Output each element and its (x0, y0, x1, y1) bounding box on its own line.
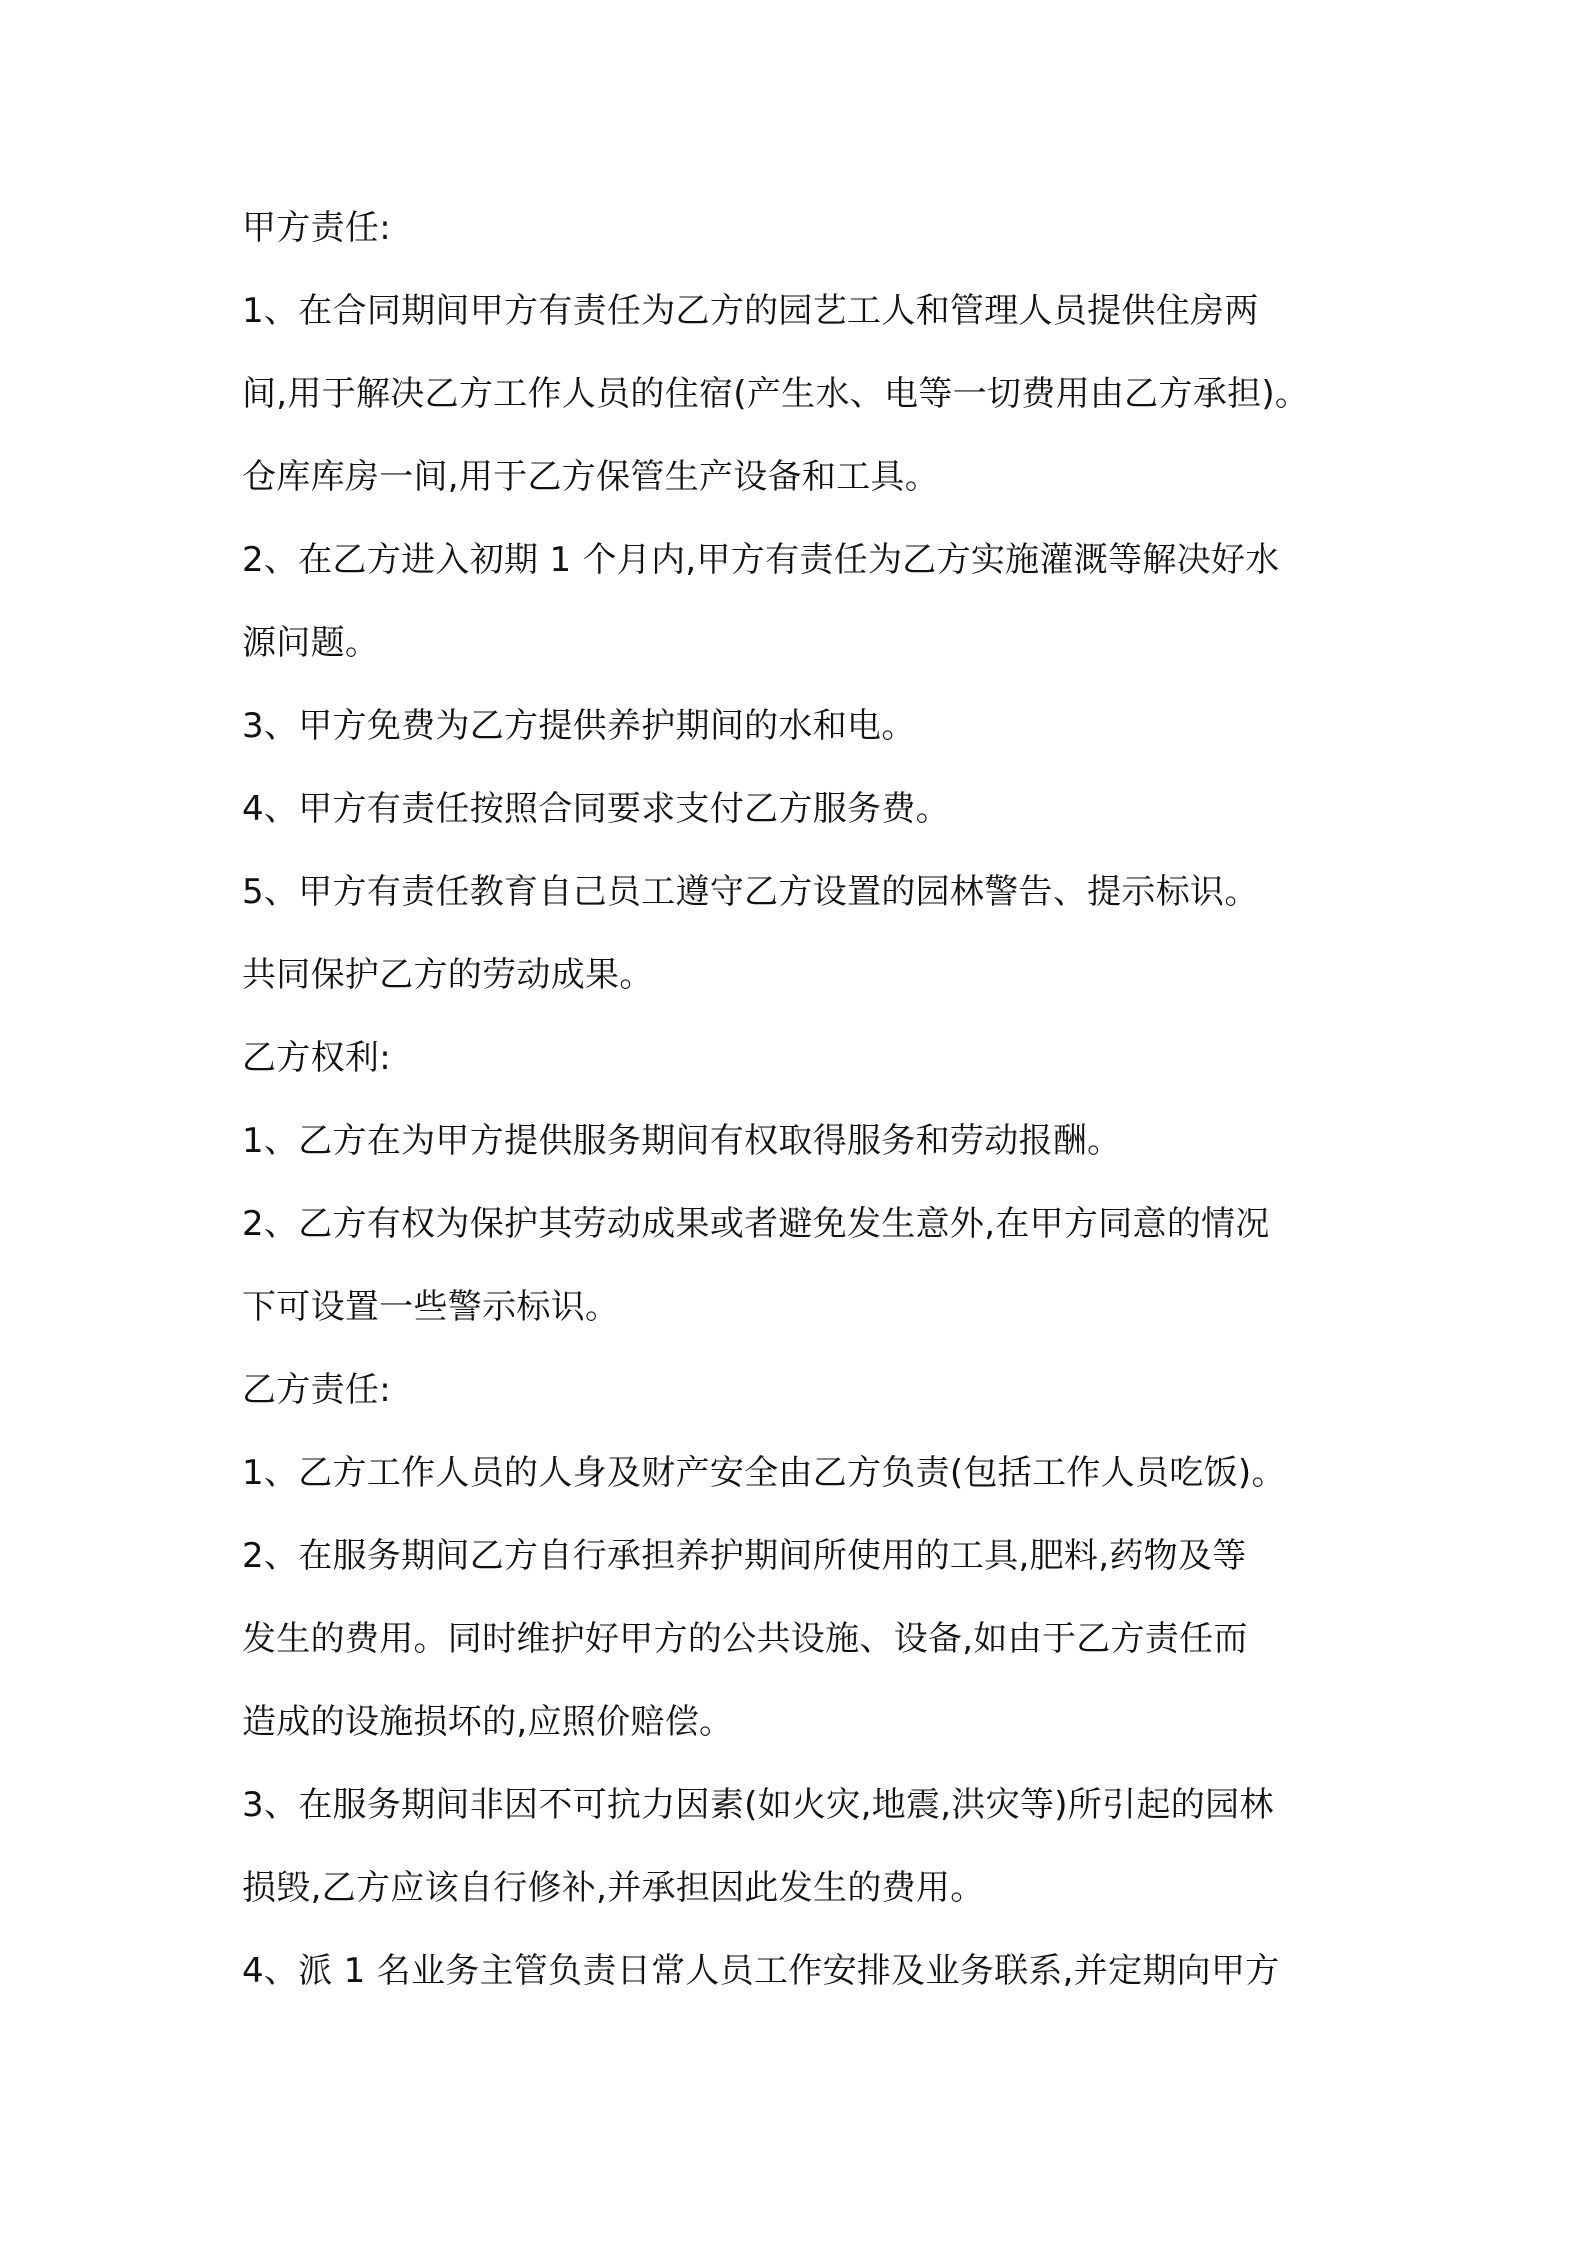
heading-party-a-duties: 甲方责任: (242, 208, 391, 248)
heading-party-b-rights: 乙方权利: (242, 1038, 391, 1078)
text-line: 2、在服务期间乙方自行承担养护期间所使用的工具,肥料,药物及等 (242, 1536, 1247, 1576)
text-line: 4、派 1 名业务主管负责日常人员工作安排及业务联系,并定期向甲方 (242, 1951, 1280, 1991)
text-line: 3、甲方免费为乙方提供养护期间的水和电。 (242, 706, 916, 746)
text-line: 5、甲方有责任教育自己员工遵守乙方设置的园林警告、提示标识。 (242, 872, 1259, 912)
text-line: 2、在乙方进入初期 1 个月内,甲方有责任为乙方实施灌溉等解决好水 (242, 540, 1280, 580)
text-line: 间,用于解决乙方工作人员的住宿(产生水、电等一切费用由乙方承担)。 (242, 374, 1310, 414)
text-line: 仓库库房一间,用于乙方保管生产设备和工具。 (242, 457, 940, 497)
text-line: 3、在服务期间非因不可抗力因素(如火灾,地震,洪灾等)所引起的园林 (242, 1785, 1274, 1825)
text-line: 1、在合同期间甲方有责任为乙方的园艺工人和管理人员提供住房两 (242, 291, 1259, 331)
text-line: 损毁,乙方应该自行修补,并承担因此发生的费用。 (242, 1868, 985, 1908)
text-line: 源问题。 (242, 623, 380, 663)
text-line: 发生的费用。同时维护好甲方的公共设施、设备,如由于乙方责任而 (242, 1619, 1248, 1659)
text-line: 1、乙方工作人员的人身及财产安全由乙方负责(包括工作人员吃饭)。 (242, 1453, 1286, 1493)
text-line: 4、甲方有责任按照合同要求支付乙方服务费。 (242, 789, 950, 829)
heading-party-b-duties: 乙方责任: (242, 1370, 391, 1410)
text-line: 2、乙方有权为保护其劳动成果或者避免发生意外,在甲方同意的情况 (242, 1204, 1270, 1244)
text-line: 共同保护乙方的劳动成果。 (242, 955, 654, 995)
text-line: 1、乙方在为甲方提供服务期间有权取得服务和劳动报酬。 (242, 1121, 1122, 1161)
text-line: 下可设置一些警示标识。 (242, 1287, 620, 1327)
text-line: 造成的设施损坏的,应照价赔偿。 (242, 1702, 734, 1742)
